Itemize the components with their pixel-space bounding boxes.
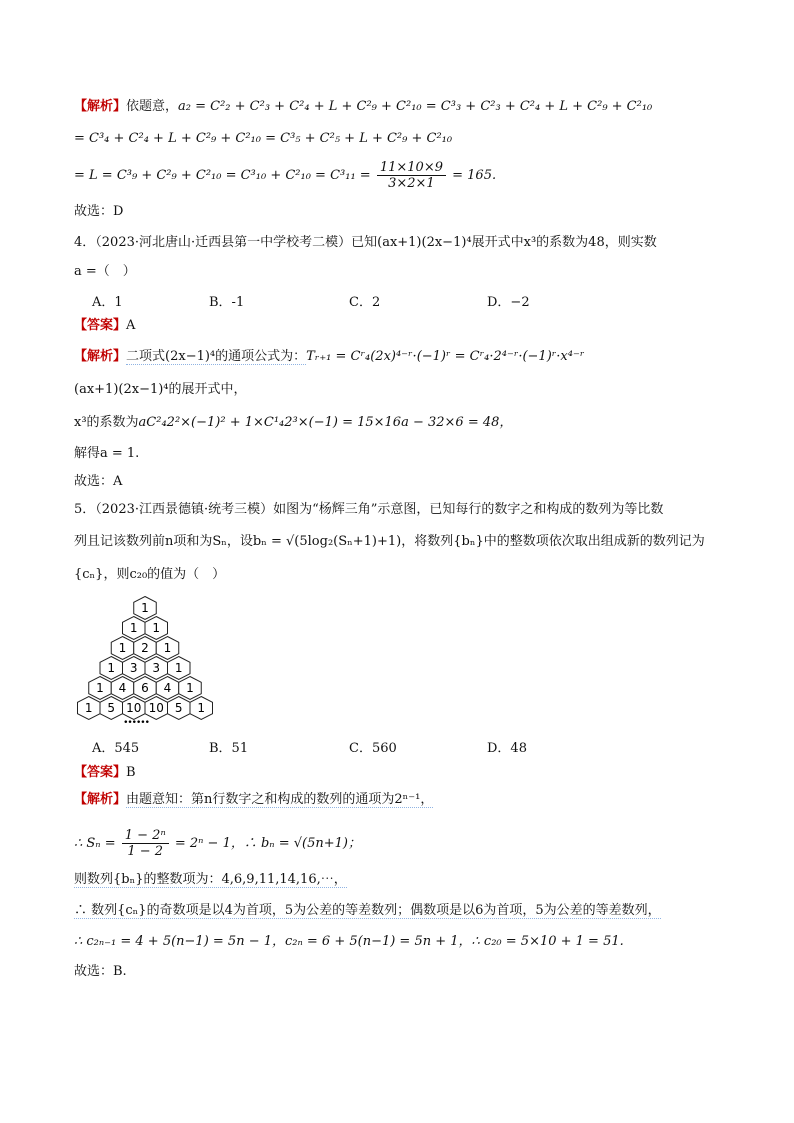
q4-analysis-line4: 解得a = 1. [74,446,140,461]
q5-analysis-line1: 【解析】由题意知：第n行数字之和构成的数列的通项为2ⁿ⁻¹， [74,792,434,807]
q4-stem-line1: 4．（2023·河北唐山·迁西县第一中学校考二模）已知(ax+1)(2x−1)⁴展开式中x³的系数为48，则实数 [74,235,657,250]
yanghui-triangle-figure [70,596,220,728]
q3-analysis-line3: = L = C³₉ + C²₉ + C²₁₀ = C³₁₀ + C²₁₀ = C³₁₁ = $\frac{11\times 10\times 9}{3\times 2\times 1}$ = 165. [74,160,497,191]
triangle-cell-value: 2 [141,641,149,655]
q4-option-d[interactable]: D．−2 [487,295,530,310]
q4-answer-line: 【答案】A [74,318,136,333]
q5-analysis-line5: ∴ c₂ₙ₋₁ = 4 + 5(n−1) = 5n − 1，c₂ₙ = 6 + 5(n−1) = 5n + 1，∴ c₂₀ = 5×10 + 1 = 51. [74,934,624,949]
q5-option-a[interactable]: A．545 [92,741,140,756]
triangle-cell-value: 1 [141,601,149,615]
q3-analysis-line2: = C³₄ + C²₄ + L + C²₉ + C²₁₀ = C³₅ + C²₅ + L + C²₉ + C²₁₀ [74,131,453,146]
ellipsis-dots: •••••• [123,718,149,728]
triangle-cell-value: 10 [148,701,164,715]
triangle-cell-value: 4 [163,681,172,695]
q5-stem-line1: 5．（2023·江西景德镇·统考三模）如图为“杨辉三角”示意图，已知每行的数字之和构成的数列为等比数 [74,502,664,517]
triangle-cell-value: 1 [129,621,138,635]
q5-fraction: $\frac{\text{1 − 2ⁿ}}{1 - 2}$ [122,828,169,859]
q4-option-a[interactable]: A．1 [92,295,123,310]
q5-stem-line3: {cₙ}，则c₂₀的值为（ ） [74,567,226,582]
triangle-cell-value: 1 [118,641,127,655]
triangle-cell-value: 1 [174,661,183,675]
q3-fraction: $\frac{11\times 10\times 9}{3\times 2\times 1}$ [377,160,446,191]
q4-option-c[interactable]: C．2 [349,295,381,310]
triangle-cell-value: 4 [118,681,127,695]
triangle-cell-value: 5 [107,701,116,715]
q5-choice-line: 故选：B. [74,964,127,979]
triangle-cell-value: 3 [129,661,138,675]
q5-option-d[interactable]: D．48 [487,741,527,756]
triangle-cell-value: 1 [152,621,161,635]
triangle-cell-value: 1 [96,681,104,695]
q5-option-b[interactable]: B．51 [209,741,249,756]
q3-analysis-line1: 【解析】依题意，a₂ = C²₂ + C²₃ + C²₄ + L + C²₉ + C²₁₀ = C³₃ + C²₃ + C²₄ + L + C²₉ + C²₁₀ [74,99,653,114]
q3-choice-line: 故选：D [74,204,124,219]
q5-analysis-line4: ∴ 数列{cₙ}的奇数项是以4为首项，5为公差的等差数列；偶数项是以6为首项，5为公差的等差数列， [74,903,661,918]
triangle-cell-value: 6 [141,681,149,695]
triangle-cell-value: 1 [186,681,194,695]
q5-analysis-line2: ∴ Sₙ = $\frac{\text{1 − 2ⁿ}}{1 - 2}$ = 2ⁿ − 1，∴ bₙ = √(5n+1)； [74,828,361,859]
q4-analysis-line2: (ax+1)(2x−1)⁴的展开式中， [74,382,247,397]
triangle-cell-value: 10 [126,701,142,715]
q4-analysis-line1: 【解析】二项式(2x−1)⁴的通项公式为：Tᵣ₊₁ = Cʳ₄(2x)⁴⁻ʳ·(−1)ʳ = Cʳ₄·2⁴⁻ʳ·(−1)ʳ·x⁴⁻ʳ [74,349,585,364]
q5-stem-line2: 列且记该数列前n项和为Sₙ，设bₙ = √(5log₂(Sₙ+1)+1)，将数列{bₙ}中的整数项依次取出组成新的数列记为 [74,534,705,549]
q4-option-b[interactable]: B．-1 [209,295,245,310]
q5-answer-line: 【答案】B [74,765,136,780]
q4-analysis-line3: x³的系数为aC²₄2²×(−1)² + 1×C¹₄2³×(−1) = 15×16a − 32×6 = 48， [74,415,513,430]
triangle-cell-value: 3 [152,661,161,675]
triangle-cell-value: 5 [174,701,183,715]
triangle-cell-value: 1 [84,701,93,715]
q5-analysis-line3: 则数列{bₙ}的整数项为：4,6,9,11,14,16,⋯， [74,872,347,887]
q4-stem-line2: a =（ ） [74,264,136,279]
q5-option-c[interactable]: C．560 [349,741,397,756]
q4-choice-line: 故选：A [74,474,123,489]
triangle-cell-value: 1 [107,661,116,675]
triangle-cell-value: 1 [163,641,172,655]
triangle-cell-value: 1 [197,701,206,715]
